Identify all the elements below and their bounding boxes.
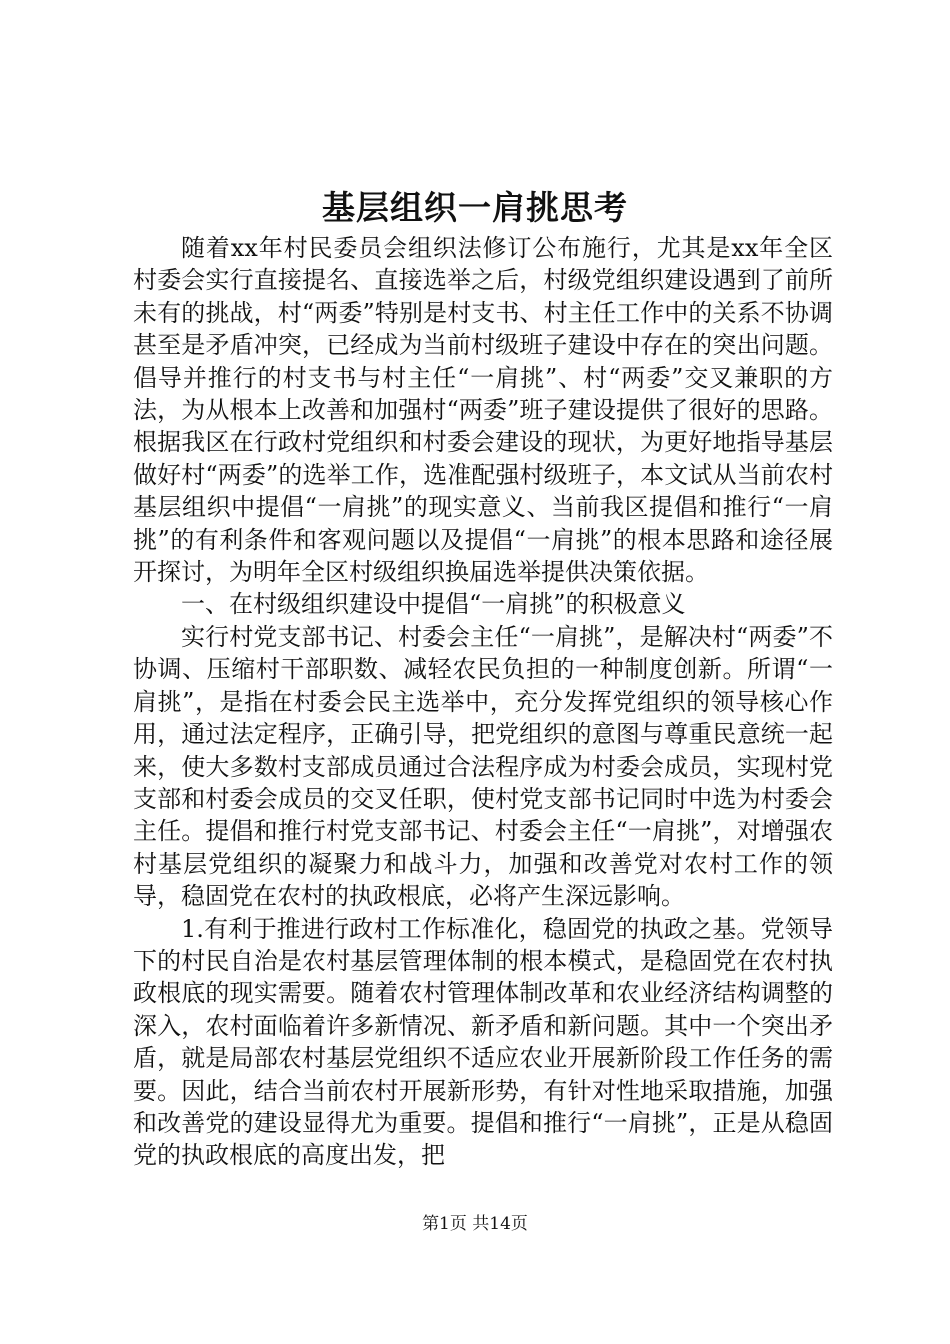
page-number-footer: 第1页 共14页 [422,1214,528,1234]
document-title: 基层组织一肩挑思考 [322,188,628,227]
paragraph-definition: 实行村党支部书记、村委会主任“一肩挑”，是解决村“两委”不协调、压缩村干部职数、减轻农民负担的一种制度创新。所谓“一肩挑”，是指在村委会民主选举中，充分发挥党组织的领导核心作用，通过法定程序，正确引导，把党组织的意图与尊重民意统一起来，使大多数村支部成员通过合法程序成为村委会成员，实现村党支部和村委会成员的交叉任职，使村党支部书记同时中选为村委会主任。提倡和推行村党支部书记、村委会主任“一肩挑”，对增强农村基层党组织的凝聚力和战斗力，加强和改善党对农村工作的领导，稳固党在农村的执政根底，必将产生深远影响。 [133,622,833,911]
section-heading: 一、在村级组织建设中提倡“一肩挑”的积极意义 [181,590,686,619]
document-body [133,232,833,1172]
paragraph-intro: 随着xx年村民委员会组织法修订公布施行，尤其是xx年全区村委会实行直接提名、直接选举之后，村级党组织建设遇到了前所未有的挑战，村“两委”特别是村支书、村主任工作中的关系不协调甚至是矛盾冲突，已经成为当前村级班子建设中存在的突出问题。倡导并推行的村支书与村主任“一肩挑”、村“两委”交叉兼职的方法，为从根本上改善和加强村“两委”班子建设提供了很好的思路。根据我区在行政村党组织和村委会建设的现状，为更好地指导基层做好村“两委”的选举工作，选准配强村级班子，本文试从当前农村基层组织中提倡“一肩挑”的现实意义、当前我区提倡和推行“一肩挑”的有利条件和客观问题以及提倡“一肩挑”的根本思路和途径展开探讨，为明年全区村级组织换届选举提供决策依据。 [133,234,833,587]
paragraph-point-1: 1.有利于推进行政村工作标准化，稳固党的执政之基。党领导下的村民自治是农村基层管理体制的根本模式，是稳固党在农村执政根底的现实需要。随着农村管理体制改革和农业经济结构调整的深入，农村面临着许多新情况、新矛盾和新问题。其中一个突出矛盾，就是局部农村基层党组织不适应农业开展新阶段工作任务的需要。因此，结合当前农村开展新形势，有针对性地采取措施，加强和改善党的建设显得尤为重要。提倡和推行“一肩挑”，正是从稳固党的执政根底的高度出发，把 [133,914,833,1170]
